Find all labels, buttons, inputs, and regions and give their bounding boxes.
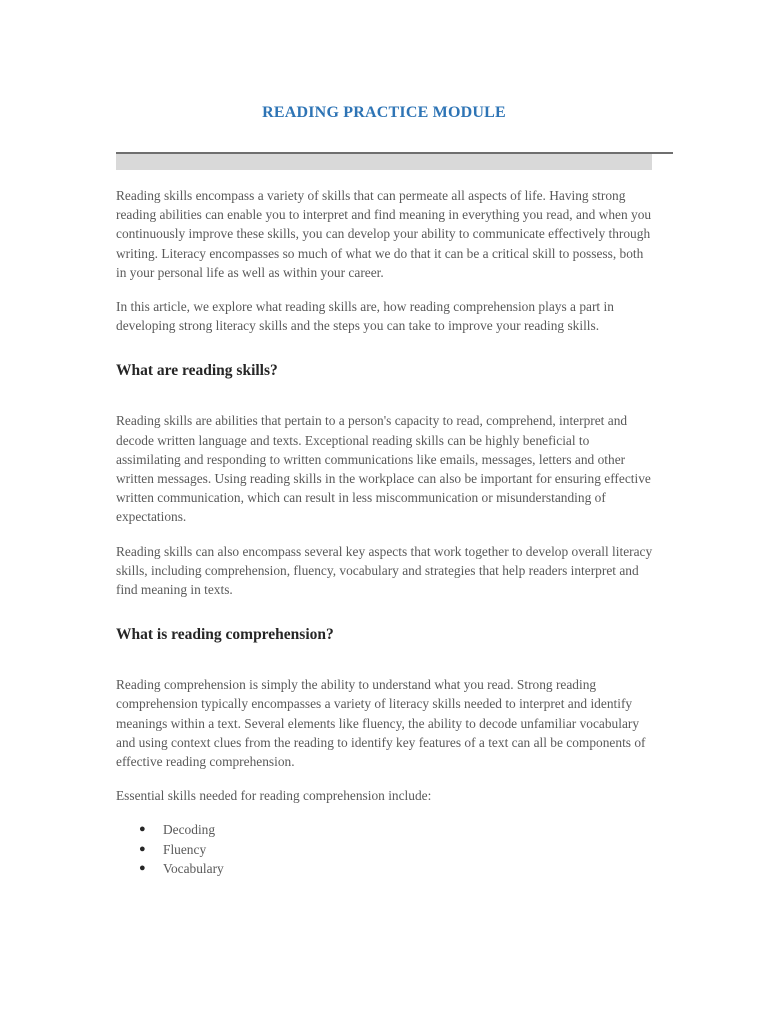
list-item — [116, 859, 656, 878]
heading-reading-comprehension: What is reading comprehension? — [116, 626, 334, 644]
list-item-label: Fluency — [163, 841, 207, 857]
title-divider-line — [116, 152, 673, 154]
essential-skills-list — [116, 820, 656, 878]
intro-paragraph-2: In this article, we explore what reading skills are, how reading comprehension plays a part in developing strong literacy skills and the steps you can take to improve your reading skills. — [116, 299, 614, 334]
bullet-icon: ● — [139, 823, 146, 836]
list-item — [116, 840, 656, 859]
list-item — [116, 820, 656, 839]
skills-paragraph-1: Reading skills are abilities that pertain to a person's capacity to read, comprehend, interpret and decode written language and texts. Exceptional reading skills can be highly beneficial to assimilating and responding to written communications like emails, messages, letters and other written messages. Using reading skills in the workplace can also be important for ensuring effective written communication, which can result in less miscommunication or misunderstanding of expectations. — [116, 413, 651, 525]
intro-paragraph-1: Reading skills encompass a variety of skills that can permeate all aspects of life. Having strong reading abilities can enable you to interpret and find meaning in everything you read, and when you continuously improve these skills, you can develop your ability to communicate effectively through writing. Literacy encompasses so much of what we do that it can be a critical skill to possess, both in your personal life as well as within your career. — [116, 188, 652, 280]
list-item-label: Vocabulary — [163, 860, 224, 876]
comprehension-paragraph-1: Reading comprehension is simply the ability to understand what you read. Strong reading comprehension typically encompasses a variety of literacy skills needed to interpret and identify meanings within a text. Several elements like fluency, the ability to decode unfamiliar vocabulary and using context clues from the reading to identify key features of a text can all be components of effective reading comprehension. — [116, 677, 646, 770]
bullet-icon: ● — [139, 861, 146, 874]
title-divider-band — [116, 152, 652, 170]
list-item-label: Decoding — [163, 822, 216, 838]
document-title: READING PRACTICE MODULE — [262, 104, 506, 121]
comprehension-paragraph-2: Essential skills needed for reading comprehension include: — [116, 788, 432, 804]
bullet-icon: ● — [139, 842, 146, 855]
document-body — [116, 186, 656, 878]
heading-reading-skills: What are reading skills? — [116, 362, 278, 380]
skills-paragraph-2: Reading skills can also encompass several key aspects that work together to develop overall literacy skills, including comprehension, fluency, vocabulary and strategies that help readers interpret and find meaning in texts. — [116, 543, 653, 598]
